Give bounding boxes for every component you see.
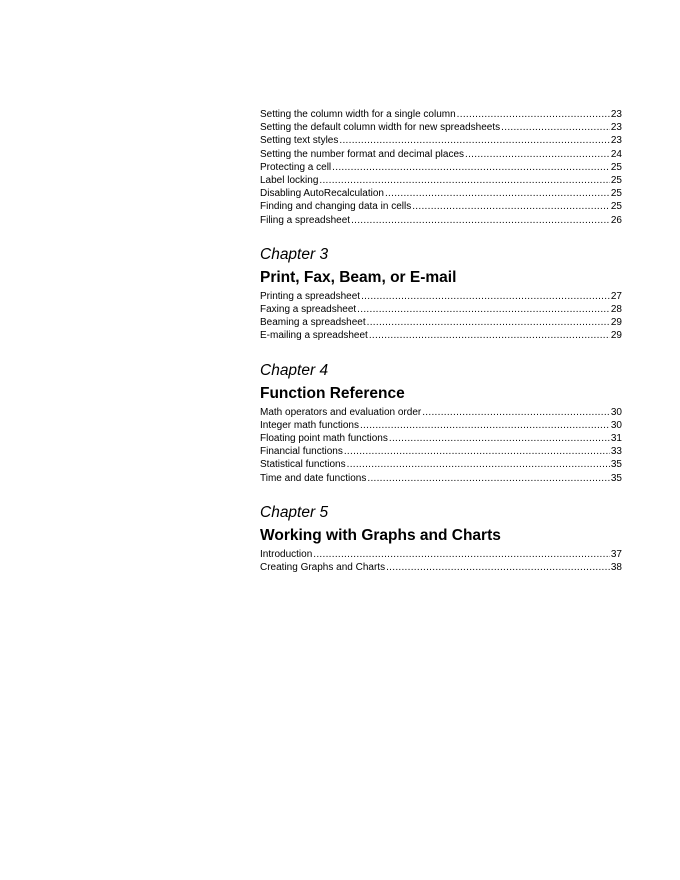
table-of-contents	[260, 108, 622, 574]
toc-entry-page: 25	[610, 201, 622, 213]
toc-section	[260, 504, 622, 574]
toc-entry-page: 25	[610, 175, 622, 187]
toc-entry[interactable]	[260, 316, 622, 329]
leader-dots	[344, 445, 610, 458]
toc-entry-page: 31	[610, 433, 622, 445]
toc-entry-label: Setting text styles	[260, 135, 339, 147]
chapter-title: Working with Graphs and Charts	[260, 526, 501, 544]
toc-entry-page: 35	[610, 459, 622, 471]
toc-entry-label: Printing a spreadsheet	[260, 290, 361, 302]
toc-entry[interactable]	[260, 406, 622, 419]
toc-entry[interactable]	[260, 108, 622, 121]
leader-dots	[386, 561, 610, 574]
toc-entry-label: Floating point math functions	[260, 433, 388, 445]
toc-entry[interactable]	[260, 187, 622, 200]
leader-dots	[319, 174, 610, 187]
toc-entry-page: 25	[610, 188, 622, 200]
toc-entry-label: Protecting a cell	[260, 161, 332, 173]
toc-entry[interactable]	[260, 290, 622, 303]
toc-entry-label: Introduction	[260, 548, 313, 560]
toc-entry[interactable]	[260, 432, 622, 445]
leader-dots	[361, 290, 610, 303]
toc-entry[interactable]	[260, 121, 622, 134]
toc-entry[interactable]	[260, 472, 622, 485]
toc-entry[interactable]	[260, 458, 622, 471]
toc-entry-page: 37	[610, 548, 622, 560]
toc-entry-label: Finding and changing data in cells	[260, 201, 412, 213]
leader-dots	[367, 472, 610, 485]
leader-dots	[339, 134, 610, 147]
toc-entry-label: Creating Graphs and Charts	[260, 562, 386, 574]
leader-dots	[367, 316, 610, 329]
toc-entry[interactable]	[260, 303, 622, 316]
leader-dots	[369, 329, 610, 342]
toc-entry-page: 25	[610, 161, 622, 173]
leader-dots	[347, 458, 610, 471]
leader-dots	[465, 148, 610, 161]
toc-entry-label: Beaming a spreadsheet	[260, 317, 366, 329]
toc-entry-label: Math operators and evaluation order	[260, 406, 422, 418]
toc-entry-page: 33	[610, 446, 622, 458]
leader-dots	[357, 303, 610, 316]
toc-entry-page: 29	[610, 330, 622, 342]
leader-dots	[457, 108, 610, 121]
toc-entry[interactable]	[260, 548, 622, 561]
toc-entry-page: 23	[610, 122, 622, 134]
toc-section	[260, 362, 622, 485]
toc-entry-label: Financial functions	[260, 446, 343, 458]
leader-dots	[332, 161, 610, 174]
toc-entry-page: 30	[610, 419, 622, 431]
toc-entry-page: 38	[610, 562, 622, 574]
leader-dots	[389, 432, 610, 445]
toc-entry-page: 28	[610, 304, 622, 316]
toc-entry[interactable]	[260, 200, 622, 213]
leader-dots	[501, 121, 610, 134]
toc-entry-page: 26	[610, 214, 622, 226]
chapter-title: Print, Fax, Beam, or E-mail	[260, 268, 457, 286]
toc-entry[interactable]	[260, 174, 622, 187]
toc-entry-page: 35	[610, 472, 622, 484]
chapter-number: Chapter 4	[260, 361, 329, 379]
leader-dots	[412, 200, 610, 213]
toc-entry-page: 29	[610, 317, 622, 329]
toc-entry-label: Label locking	[260, 175, 319, 187]
leader-dots	[360, 419, 610, 432]
toc-entry-label: Setting the default column width for new spreadsheets	[260, 122, 501, 134]
toc-entry-label: Time and date functions	[260, 472, 367, 484]
toc-entry[interactable]	[260, 161, 622, 174]
leader-dots	[385, 187, 610, 200]
toc-entry-page: 30	[610, 406, 622, 418]
toc-entry[interactable]	[260, 214, 622, 227]
leader-dots	[313, 548, 610, 561]
toc-entry-label: Filing a spreadsheet	[260, 214, 351, 226]
toc-entry-label: E-mailing a spreadsheet	[260, 330, 368, 342]
toc-entry[interactable]	[260, 329, 622, 342]
toc-entry[interactable]	[260, 561, 622, 574]
toc-section	[260, 108, 622, 227]
chapter-title: Function Reference	[260, 384, 405, 402]
toc-entry-label: Disabling AutoRecalculation	[260, 188, 384, 200]
toc-entry[interactable]	[260, 445, 622, 458]
toc-entry-page: 23	[610, 109, 622, 120]
toc-entry-label: Setting the number format and decimal places	[260, 148, 464, 160]
toc-entry-page: 27	[610, 290, 622, 302]
toc-entry[interactable]	[260, 148, 622, 161]
toc-entry-label: Faxing a spreadsheet	[260, 304, 357, 316]
toc-entry[interactable]	[260, 419, 622, 432]
chapter-number: Chapter 3	[260, 245, 329, 263]
toc-entry-page: 24	[610, 148, 622, 160]
toc-entry[interactable]	[260, 134, 622, 147]
leader-dots	[351, 214, 610, 227]
toc-section	[260, 246, 622, 343]
toc-entry-label: Setting the column width for a single column	[260, 109, 456, 120]
chapter-number: Chapter 5	[260, 503, 329, 521]
toc-entry-page: 23	[610, 135, 622, 147]
toc-entry-label: Integer math functions	[260, 419, 359, 431]
leader-dots	[422, 406, 610, 419]
toc-entry-label: Statistical functions	[260, 459, 346, 471]
